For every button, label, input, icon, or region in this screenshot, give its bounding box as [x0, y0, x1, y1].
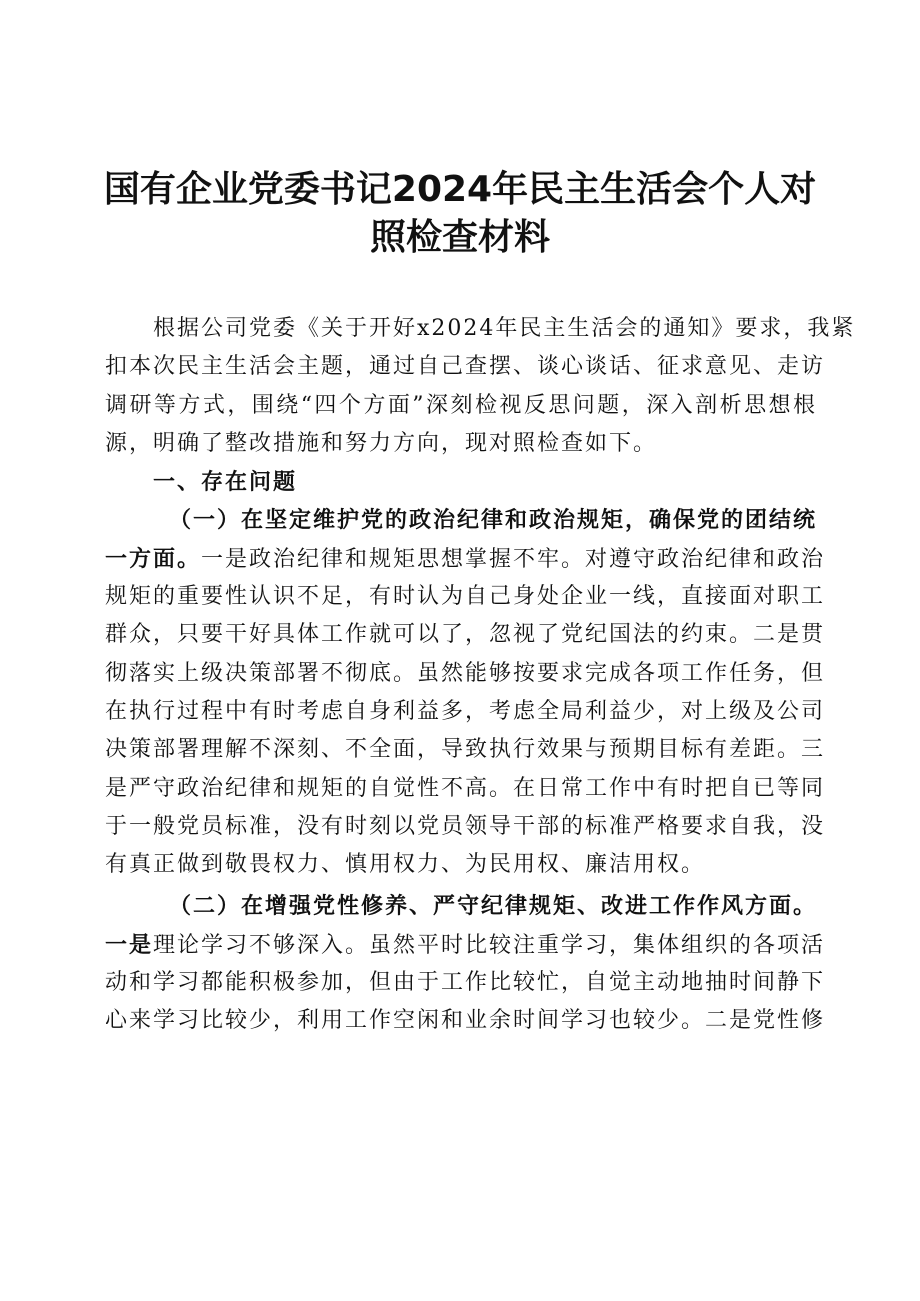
subsection-2-heading: （二）在增强党性修养、严守纪律规矩、改进工作作风方面。	[169, 893, 818, 920]
title-line-2: 照检查材料	[369, 217, 550, 258]
text-line	[105, 540, 826, 578]
text-line: 扣本次民主生活会主题，通过自己查摆、谈心谈话、征求意见、走访	[105, 354, 826, 380]
intro-paragraph	[105, 310, 856, 463]
text-line: 在执行过程中有时考虑自身利益多，考虑全局利益少，对上级及公司	[105, 698, 826, 724]
text-line: 是严守政治纪律和规矩的自觉性不高。在日常工作中有时把自已等同	[105, 775, 826, 801]
subsection-2	[105, 887, 826, 1040]
subsection-1-heading: （一）在坚定维护党的政治纪律和政治规矩，确保党的团结统	[169, 507, 818, 534]
text-line: 规矩的重要性认识不足，有时认为自己身处企业一线，直接面对职工	[105, 584, 826, 610]
subsection-1-heading-end: 一方面。	[105, 545, 202, 572]
text-fragment: 一是政治纪律和规矩思想掌握不牢。对遵守政治纪律和政治	[201, 546, 826, 572]
section-heading: 一、存在问题	[153, 469, 298, 496]
subsection-2-lead: 一是	[105, 931, 154, 958]
text-line: 决策部署理解不深刻、不全面，导致执行效果与预期目标有差距。三	[105, 737, 826, 763]
text-line: 于一般党员标准，没有时刻以党员领导干部的标准严格要求自我，没	[105, 813, 826, 839]
text-line: 根据公司党委《关于开好x2024年民主生活会的通知》要求，我紧	[153, 316, 856, 341]
title-line-1: 国有企业党委书记2024年民主生活会个人对	[103, 169, 817, 210]
text-line: 动和学习都能积极参加，但由于工作比较忙，自觉主动地抽时间静下	[105, 970, 826, 996]
text-line: 心来学习比较少，利用工作空闲和业余时间学习也较少。二是党性修	[105, 1008, 826, 1034]
text-line: 源，明确了整改措施和努力方向，现对照检查如下。	[105, 430, 658, 456]
subsection-1	[105, 501, 826, 884]
text-fragment: 理论学习不够深入。虽然平时比较注重学习，集体组织的各项活	[153, 932, 826, 958]
document-title	[100, 166, 820, 262]
text-line: 彻落实上级决策部署不彻底。虽然能够按要求完成各项工作任务，但	[105, 660, 826, 686]
document-body	[105, 310, 856, 1041]
text-line: 有真正做到敬畏权力、慎用权力、为民用权、廉洁用权。	[105, 852, 706, 878]
text-line	[105, 926, 826, 964]
text-line: 群众，只要干好具体工作就可以了，忽视了党纪国法的约束。二是贯	[105, 622, 826, 648]
text-line: 调研等方式，围绕“四个方面”深刻检视反思问题，深入剖析思想根	[105, 392, 817, 418]
